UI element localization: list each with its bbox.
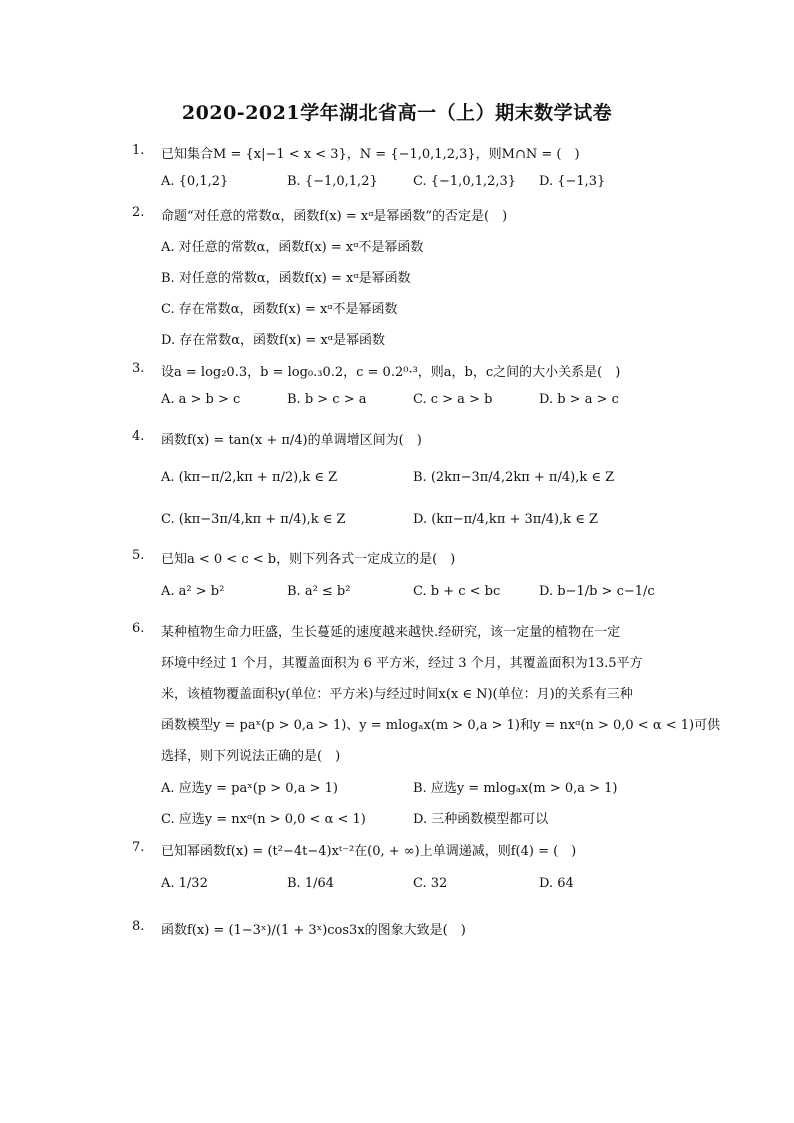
question-number: 7. — [132, 840, 145, 855]
option-d: D. {−1,3} — [539, 174, 606, 189]
question-number: 4. — [132, 429, 145, 444]
exam-title: 2020-2021学年湖北省高一（上）期末数学试卷 — [181, 102, 613, 124]
paragraph-line: 某种植物生命力旺盛，生长蔓延的速度越来越快.经研究，该一定量的植物在一定 — [161, 625, 621, 640]
question-number: 6. — [132, 621, 145, 636]
option-c: C. {−1,0,1,2,3} — [413, 174, 517, 189]
option-d: D. 存在常数α，函数f(x) = xᵅ是幂函数 — [161, 333, 385, 348]
option-c: C. 应选y = nxᵅ(n > 0,0 < α < 1) — [161, 812, 366, 827]
question-stem: 命题“对任意的常数α，函数f(x) = xᵅ是幂函数”的否定是( ) — [161, 209, 508, 224]
option-b: B. {−1,0,1,2} — [287, 174, 378, 189]
question-stem: 设a = log₂0.3，b = log₀.₃0.2，c = 0.2⁰·³，则a，b，c之间的大小关系是( ) — [161, 365, 621, 380]
option-b: B. 1/64 — [287, 876, 335, 891]
option-a: A. 1/32 — [161, 876, 208, 891]
option-c: C. 32 — [413, 876, 448, 891]
question-stem: 已知幂函数f(x) = (t²−4t−4)xᵗ⁻²在(0, + ∞)上单调递减，则f(4) = ( ) — [161, 844, 577, 859]
option-a: A. 应选y = paˣ(p > 0,a > 1) — [161, 781, 338, 796]
option-a: A. {0,1,2} — [161, 174, 229, 189]
question-number: 3. — [132, 361, 145, 376]
option-c: C. 存在常数α，函数f(x) = xᵅ不是幂函数 — [161, 302, 398, 317]
option-d: D. (kπ−π/4,kπ + 3π/4),k ∈ Z — [413, 512, 598, 527]
question-stem: 函数f(x) = tan(x + π/4)的单调增区间为( ) — [161, 433, 422, 448]
paragraph-line: 选择，则下列说法正确的是( ) — [161, 749, 341, 764]
question-stem: 函数f(x) = (1−3ˣ)/(1 + 3ˣ)cos3x的图象大致是( ) — [161, 923, 466, 938]
option-b: B. 对任意的常数α，函数f(x) = xᵅ是幂函数 — [161, 271, 411, 286]
option-d: D. 64 — [539, 876, 574, 891]
option-a: A. (kπ−π/2,kπ + π/2),k ∈ Z — [161, 470, 338, 485]
option-b: B. 应选y = mlogₐx(m > 0,a > 1) — [413, 781, 618, 796]
option-a: A. a > b > c — [161, 392, 241, 407]
option-c: C. (kπ−3π/4,kπ + π/4),k ∈ Z — [161, 512, 346, 527]
option-a: A. a² > b² — [161, 584, 225, 599]
paragraph-line: 函数模型y = paˣ(p > 0,a > 1)、y = mlogₐx(m > 0,a > 1)和y = nxᵅ(n > 0,0 < α < 1)可供 — [161, 718, 721, 733]
question-number: 5. — [132, 548, 145, 563]
question-stem: 已知a < 0 < c < b，则下列各式一定成立的是( ) — [161, 552, 456, 567]
option-b: B. b > c > a — [287, 392, 367, 407]
option-b: B. a² ≤ b² — [287, 584, 351, 599]
paragraph-line: 米，该植物覆盖面积y(单位：平方米)与经过时间x(x ∈ N)(单位：月)的关系有三种 — [161, 687, 633, 702]
question-number: 1. — [132, 143, 145, 158]
option-c: C. c > a > b — [413, 392, 493, 407]
option-b: B. (2kπ−3π/4,2kπ + π/4),k ∈ Z — [413, 470, 615, 485]
option-c: C. b + c < bc — [413, 584, 501, 599]
option-d: D. b−1/b > c−1/c — [539, 584, 655, 599]
option-a: A. 对任意的常数α，函数f(x) = xᵅ不是幂函数 — [161, 240, 424, 255]
option-d: D. 三种函数模型都可以 — [413, 812, 549, 827]
question-number: 8. — [132, 919, 145, 934]
question-stem: 已知集合M = {x|−1 < x < 3}，N = {−1,0,1,2,3}，则M∩N = ( ) — [161, 147, 580, 162]
paragraph-line: 环境中经过 1 个月，其覆盖面积为 6 平方米，经过 3 个月，其覆盖面积为13.5平方 — [161, 656, 643, 671]
option-d: D. b > a > c — [539, 392, 619, 407]
question-number: 2. — [132, 205, 145, 220]
